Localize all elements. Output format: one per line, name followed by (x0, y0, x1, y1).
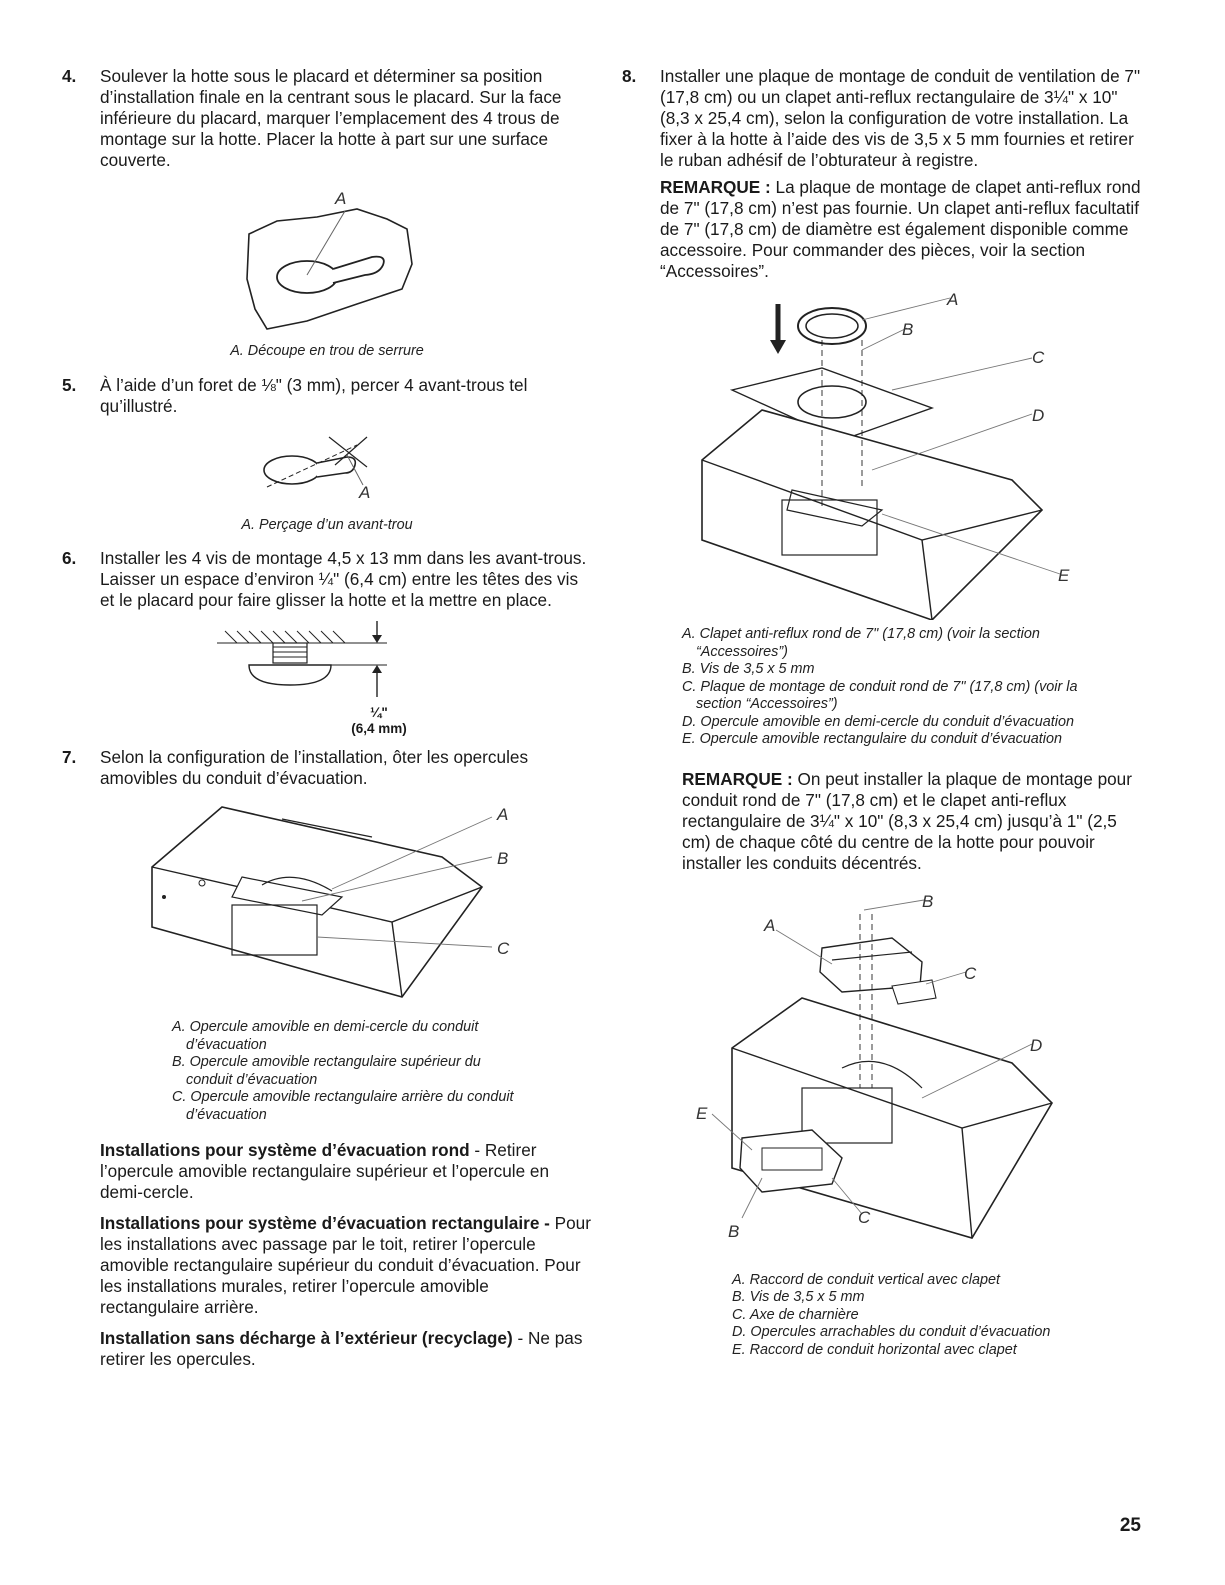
step-number: 5. (62, 374, 77, 395)
right-column (622, 66, 1142, 1359)
install-round (100, 1140, 592, 1203)
step7-captions (172, 1019, 522, 1124)
caption-item: A. Raccord de conduit vertical avec clapet (732, 1271, 1000, 1288)
step-6 (62, 548, 592, 611)
install-rect (100, 1213, 592, 1318)
step-text: À l’aide d’un foret de ⅛" (3 mm), percer 4 avant-trous tel qu’illustré. (100, 374, 528, 416)
mounting-plate-figure (692, 290, 1092, 620)
keyhole-illustration (207, 179, 447, 339)
step-number: 8. (622, 66, 637, 86)
caption-step4: A. Découpe en trou de serrure (230, 343, 424, 359)
figure-label-e: E (696, 1103, 708, 1123)
install-heading: Installation sans décharge à l’extérieur (recyclage) (100, 1328, 513, 1348)
hood-knockouts-figure (142, 797, 542, 1017)
step-4 (62, 66, 592, 171)
step-number: 6. (62, 548, 77, 568)
figure-label-c: C (497, 939, 510, 958)
install-recycle (100, 1328, 592, 1370)
install-text: - Ne pas retirer les opercules. (100, 1328, 583, 1369)
gap-metric: (6,4 mm) (351, 721, 407, 736)
caption-item: B. Vis de 3,5 x 5 mm (682, 661, 815, 677)
caption-item: C. Opercule amovible rectangulaire arrière du conduit d’évacuation (172, 1089, 514, 1123)
step-5 (62, 375, 592, 417)
remark-label: REMARQUE : (682, 768, 793, 789)
caption-item: B. Opercule amovible rectangulaire supérieur du conduit d’évacuation (172, 1054, 481, 1088)
figure-label-c: C (964, 963, 977, 983)
caption-item: A. Clapet anti-reflux rond de 7" (17,8 cm) (voir la section “Accessoires”) (682, 626, 1040, 660)
caption-item: D. Opercule amovible en demi-cercle du conduit d’évacuation (682, 713, 1074, 730)
caption-item: E. Opercule amovible rectangulaire du conduit d’évacuation (682, 731, 1062, 747)
remark-text: On peut installer la plaque de montage pour conduit rond de 7" (17,8 cm) et le clapet anti-reflux rectangulaire de 3¼" x 10" (8,3 x 25,4 cm) jusqu’à 1" (2,5 cm) de chaque côté du centre de la hotte pour pouvoir installer les conduits décentrés. (682, 768, 1132, 873)
remark (660, 177, 1142, 282)
figure-label-c2: C (858, 1207, 871, 1227)
remark-offset (682, 769, 1142, 874)
drill-illustration (227, 425, 427, 515)
damper-captions (732, 1272, 1132, 1360)
caption-item: D. Opercules arrachables du conduit d’évacuation (732, 1324, 1051, 1340)
figure-label-b: B (922, 891, 934, 911)
damper-illustration (692, 888, 1092, 1268)
caption-step5: A. Perçage d’un avant-trou (241, 516, 413, 533)
keyhole-figure (207, 179, 447, 339)
figure-label-b: B (902, 320, 914, 339)
step-number: 7. (62, 747, 77, 767)
figure-label-a: A (359, 482, 371, 502)
step-text: Installer une plaque de montage de conduit de ventilation de 7" (17,8 cm) ou un clapet anti-reflux rectangulaire de 3¼" x 10" (8,3 x 25,4 cm), selon la configuration de votre installation. La fixer à la hotte à l’aide des vis de 3,5 x 5 mm fournies et retirer le ruban adhésif de l’obturateur à registre. (660, 66, 1141, 170)
figure-label-a: A (764, 915, 776, 935)
step-text: Soulever la hotte sous le placard et déterminer sa position d’installation finale en la centrant sous le placard. Sur la face inférieure du placard, marquer l’emplacement des 4 trous de montage sur la hotte. Placer la hotte à part sur une surface couverte. (100, 66, 562, 170)
damper-figure (692, 888, 1092, 1268)
page-number: 25 (1119, 1515, 1141, 1536)
step-7 (62, 747, 592, 789)
left-column (62, 66, 592, 1370)
install-text: - Retirer l’opercule amovible rectangulaire supérieur et l’opercule en demi-cercle. (100, 1140, 550, 1202)
step8-captions (682, 626, 1122, 749)
hood-illustration (142, 797, 542, 1017)
caption-item: A. Opercule amovible en demi-cercle du conduit d’évacuation (172, 1019, 479, 1053)
step-number: 4. (62, 66, 77, 86)
caption-item: C. Plaque de montage de conduit rond de 7" (17,8 cm) (voir la section “Accessoires”) (682, 678, 1078, 712)
install-heading: Installations pour système d’évacuation rectangulaire - (100, 1213, 550, 1233)
figure-label-d: D (1030, 1035, 1043, 1055)
caption-item: E. Raccord de conduit horizontal avec clapet (732, 1341, 1017, 1358)
figure-label-b2: B (728, 1221, 740, 1241)
install-heading: Installations pour système d’évacuation rond (100, 1140, 470, 1160)
mounting-plate-illustration (692, 290, 1092, 620)
figure-label-a: A (335, 189, 347, 208)
step-text: Selon la configuration de l’installation, ôter les opercules amovibles du conduit d’évacuation. (100, 747, 529, 788)
step-8 (622, 66, 1142, 282)
remark-label: REMARQUE : (660, 177, 771, 197)
drill-figure (227, 425, 427, 515)
figure-label-b: B (497, 849, 509, 868)
install-text: Pour les installations avec passage par le toit, retirer l’opercule amovible rectangulaire supérieur du conduit d’évacuation. Pour les installations murales, retirer l’opercule amovible rectangulaire arrière. (100, 1213, 591, 1317)
step-text: Installer les 4 vis de montage 4,5 x 13 mm dans les avant-trous. Laisser un espace d’environ ¼" (6,4 cm) entre les têtes des vis et le placard pour faire glisser la hotte et la mettre en place. (100, 548, 587, 610)
figure-label-c: C (1032, 348, 1045, 367)
figure-label-a: A (497, 805, 509, 824)
screw-gap-illustration (197, 619, 457, 709)
figure-label-d: D (1032, 406, 1045, 425)
gap-fraction: ¼" (370, 705, 388, 720)
screw-gap-figure (197, 619, 457, 737)
figure-label-e: E (1058, 566, 1070, 585)
caption-item: B. Vis de 3,5 x 5 mm (732, 1289, 865, 1305)
caption-item: C. Axe de charnière (732, 1306, 859, 1323)
remark-text: La plaque de montage de clapet anti-reflux rond de 7" (17,8 cm) n’est pas fournie. Un clapet anti-reflux facultatif de 7" (17,8 cm) de diamètre est également disponible comme accessoire. Pour commander des pièces, voir la section “Accessoires”. (660, 177, 1141, 281)
figure-label-a: A (947, 290, 959, 309)
